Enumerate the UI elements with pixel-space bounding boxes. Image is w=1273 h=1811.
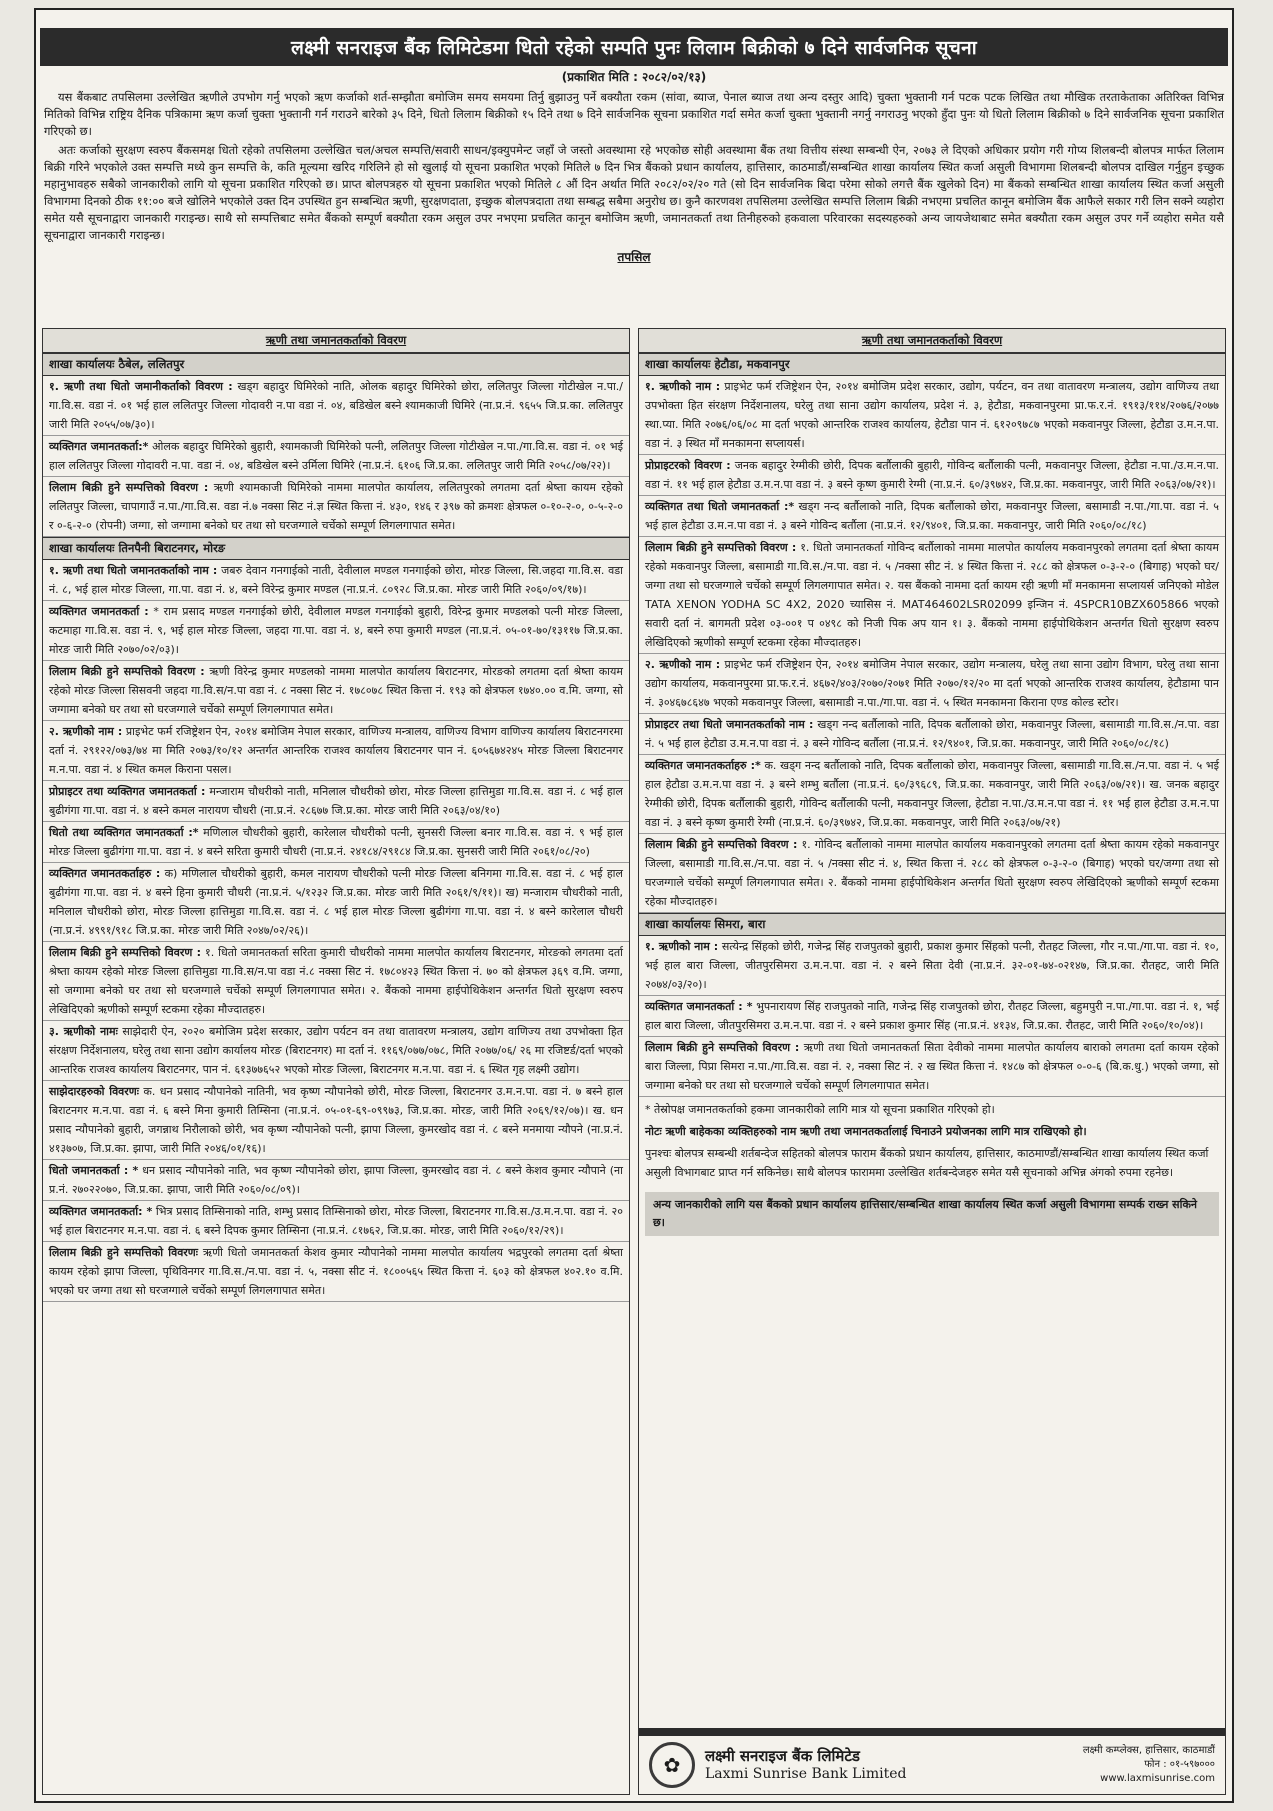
bank-phone: फोन : ०१-५९७००० <box>1144 1759 1215 1770</box>
detail-text: भित्र प्रसाद तिम्सिनाको नाति, शम्भु प्रसाद तिम्सिनाको छोरा, मोरङ जिल्ला, बिराटनगर गा.वि.स./उ.म.न.पा. वडा नं. २० भई हाल बिराटनगर म.न.पा. वडा नं. ६ बस्ने दिपक कुमार तिम्सिना (ना.प्र.नं. ८१७६२, जि.प्र.का. मोरङ, जारी मिति २०६०/१२/२९)। <box>49 1205 623 1237</box>
detail-paragraph <box>639 654 1225 714</box>
detail-label: प्रोप्राइटरको विवरण : <box>645 459 731 472</box>
detail-paragraph <box>639 376 1225 455</box>
detail-label: व्यक्तिगत जमानतकर्ताहरु : <box>49 867 161 880</box>
detail-text: ऋणी तथा धितो जमानतकर्ता सिता देवीको नाममा मालपोत कार्यालय बाराको लगतमा दर्ता कायम रहेको बारा जिल्ला, पिप्रा सिमरा न.पा./गा.वि.स. वडा नं. २, नक्सा सिट नं. २ ख स्थित कित्ता नं. १४८७ को क्षेत्रफल ०-०-६ (बि.क.धु.) भएको जग्गा, सो जग्गामा बनेको घर तथा सो घरजग्गाले चर्चेको सम्पूर्ण लिगलगापात समेत। <box>645 1041 1220 1092</box>
contact-box: अन्य जानकारीको लागि यस बैंकको प्रधान कार्यालय हात्तिसार/सम्बन्धित शाखा कार्यालय स्थित कर्जा असुली विभागमा सम्पर्क राख्न सकिने छ। <box>645 1192 1219 1236</box>
detail-text: * राम प्रसाद मण्डल गनगाईको छोरी, देवीलाल मण्डल गनगाईको बुहारी, विरेन्द्र कुमार मण्डलको पत्नी मोरङ जिल्ला, कटमाहा गा.वि.स. वडा नं. ९, भई हाल मोरङ जिल्ला, जहदा गा.पा. वडा नं. ४, बस्ने रुपा कुमारी मण्डल (ना.प्र.नं. ०५-०१-७०/१३११७ जि.प्र.का. मोरङ जारी मिति २०७०/०२/०३)। <box>49 605 624 656</box>
detail-paragraph <box>43 477 629 537</box>
detail-text: जनक बहादुर रेग्मीकी छोरी, दिपक बर्तौलाकी बुहारी, गोविन्द बर्तौलाकी पत्नी, मकवानपुर जिल्ला, हेटौडा न.पा./उ.म.न.पा. वडा नं. ११ भई हाल हेटौडा उ.म.न.पा वडा नं. ३ बस्ने कृष्ण कुमारी रेग्मी (ना.प्र.नं. ६०/३९७४२, जि.प्र.का. मकवानपुर, जारी मिति २०६३/०७/२१)। <box>645 459 1219 491</box>
detail-text: साझेदारी ऐन, २०२० बमोजिम प्रदेश सरकार, उद्योग पर्यटन वन तथा वातावरण मन्त्रालय, उद्योग वाणिज्य तथा उपभोक्ता हित संरक्षण निर्देशनालय, घरेलु तथा साना उद्योग कार्यालय मोरङ (बिराटनगर) मा दर्ता नं. ११६९/०७७/०७८, मिति २०७७/०६/ २६ मा रजिष्टर्ड/दर्ता भएको आन्तरिक राजश्व कार्यालय बिराटनगर, पान नं. ६१३७७६५२ भएको मोरङ जिल्ला, बिराटनगर म.न.पा. वडा नं. ६ स्थित गृह लक्ष्मी उद्योग। <box>49 1025 623 1076</box>
notice-title: लक्ष्मी सनराइज बैंक लिमिटेडमा धितो रहेको सम्पति पुनः लिलाम बिक्रीको ७ दिने सार्वजनिक सूचना <box>40 28 1228 66</box>
detail-label: प्रोप्राइटर तथा धितो जमानतकर्ताको नाम : <box>645 718 814 731</box>
note-item: नोटः ऋणी बाहेकका व्यक्तिहरुको नाम ऋणी तथा जमानतकर्तालाई चिनाउने प्रयोजनका लागि मात्र राखिएको हो। <box>645 1125 1087 1138</box>
detail-text: मन्जाराम चौधरीको नाती, मनिलाल चौधरीको छोरा, मोरङ जिल्ला हात्तिमुडा गा.वि.स. वडा नं. ८ भई हाल बुढीगंगा गा.पा. वडा नं. ४ बस्ने कमल नारायण चौधरी (ना.प्र.नं. २८६७७ जि.प्र.का. मोरङ जारी मिति २०६३/०४/१०) <box>49 785 623 817</box>
detail-paragraph <box>639 755 1225 834</box>
bank-website: www.laxmisunrise.com <box>1100 1773 1215 1784</box>
branch-office-heading: शाखा कार्यालयः ठैबेल, ललितपुर <box>43 353 629 376</box>
detail-paragraph <box>43 601 629 661</box>
detail-paragraph <box>43 1021 629 1081</box>
bank-name-np: लक्ष्मी सनराइज बैंक लिमिटेड <box>705 1747 860 1765</box>
branch-office-heading: शाखा कार्यालयः तिनपैनी बिराटनगर, मोरङ <box>43 537 629 560</box>
detail-paragraph <box>43 1160 629 1201</box>
detail-paragraph <box>43 942 629 1021</box>
intro-paragraph: यस बैंकबाट तपसिलमा उल्लेखित ऋणीले उपभोग गर्नु भएको ऋण कर्जाको शर्त-सम्झौता बमोजिम समय समयमा तिर्नु बुझाउनु पर्ने बक्यौता रकम (सांवा, ब्याज, पेनाल ब्याज तथा अन्य दस्तुर आदि) चुक्ता भुक्तानी गर्न पटक पटक लिखित तथा मौखिक तरताकेताका अतिरिक्त विभिन्न मितिको विभिन्न राष्ट्रिय दैनिक पत्रिकामा ऋण कर्जा चुक्ता भुक्तानी गर्न गराउने बारेको ३५ दिने, धितो लिलाम बिक्रीको १५ दिने तथा ७ दिने सार्वजनिक सूचना प्रकाशित गर्दा समेत कर्जा चुक्ता भुक्तानी नगर्नु नगराउनु भएको हुँदा पुनः यो धितो लिलाम बिक्रीको ७ दिने सार्वजनिक सूचना प्रकाशित गरिएको छ। <box>44 90 1224 138</box>
detail-paragraph <box>43 376 629 436</box>
detail-label: १. ऋणी तथा धितो जमानतकर्ताको नाम : <box>49 564 218 577</box>
detail-paragraph <box>43 560 629 601</box>
detail-paragraph <box>43 721 629 781</box>
bank-footer <box>639 1736 1225 1794</box>
detail-text: क. धन प्रसाद न्यौपानेको नातिनी, भव कृष्ण न्यौपानेको छोरी, मोरङ जिल्ला, बिराटनगर उ.म.न.पा. वडा नं. ७ बस्ने हाल बिराटनगर म.न.पा. वडा नं. ६ बस्ने मिना कुमारी तिम्सिना (ना.प्र.नं. ०५-०१-६९-०९९७३, जि.प्र.का. मोरङ, जारी मिति २०६९/१२/०७)। ख. धन प्रसाद न्यौपानेको बुहारी, जगन्नाथ निरौलाको छोरी, भव कृष्ण न्यौपानेको पत्नी, झापा जिल्ला, कुमरखोद वडा नं. ८ बस्ने मनमाया न्यौपने (ना.प्र.नं. ४१३७०७, जि.प्र.का. झापा, जारी मिति २०४६/०१/१६)। <box>49 1085 623 1155</box>
detail-label: व्यक्तिगत जमानतकर्ता:* <box>49 440 149 453</box>
column-header: ऋणी तथा जमानतकर्ताको विवरण <box>639 329 1225 353</box>
detail-label: व्यक्तिगत जमानतकर्ता: * <box>49 1205 153 1218</box>
left-column <box>42 328 630 1795</box>
detail-paragraph <box>43 822 629 863</box>
detail-label: लिलाम बिक्री हुने सम्पत्तिको विवरणः <box>49 1246 198 1259</box>
detail-paragraph <box>639 834 1225 913</box>
bank-name-en: Laxmi Sunrise Bank Limited <box>705 1766 907 1782</box>
detail-text: ऋणी विरेन्द्र कुमार मण्डलको नाममा मालपोत कार्यालय बिराटनगर, मोरङको लगतमा दर्ता श्रेष्ता कायम रहेको मोरङ जिल्ला सिसवनी जहदा गा.वि.स/न.पा वडा नं. ८ नक्सा सिट नं. १७८०७८ स्थित कित्ता नं. १९३ को क्षेत्रफल १७४०.०० व.मि. जग्गा, सो जग्गामा बनेको घर तथा सो घरजग्गाले चर्चेको सम्पूर्ण लिगलगापात समेत। <box>49 665 623 716</box>
detail-label: लिलाम बिक्री हुने सम्पत्तिको विवरण : <box>49 481 209 494</box>
detail-paragraph <box>43 1201 629 1242</box>
detail-text: १. धितो जमानतकर्ता गोविन्द बर्तौलाको नाममा मालपोत कार्यालय मकवानपुरको लगतमा दर्ता श्रेष्ता कायम रहेको मकवानपुर जिल्ला, बसामाडी गा.वि.स./न.पा. वडा नं. ५ /नक्सा सीट नं. ४ स्थित कित्ता नं. २८८ को क्षेत्रफल ०-३-२-० (बिगाह) भएको घर/जग्गा तथा सो घरजग्गाले चर्चेको सम्पूर्ण लिगलगापात समेत। २. यस बैंकको नाममा दर्ता कायम रही ऋणी माँ मनकामना सप्लायर्स जनिएको मोडेल TATA XENON YODHA SC 4X2, 2020 च्यासिस नं. MAT464602LSR02099 इन्जिन नं. 4SPCR10BZX605866 भएको सवारी दर्ता नं. बागमती प्रदेश ०३-००१ प ०४९८ को निजी पिक अप यान १। ३. बैंकको नाममा हाईपोथिकेशन अन्तर्गत धितो सुरक्षण स्वरुप लेखिदिएको ऋणीको सम्पूर्ण स्टकमा रहेका मौज्दातहरु। <box>645 541 1220 649</box>
detail-label: धितो तथा व्यक्तिगत जमानतकर्ता :* <box>49 826 199 839</box>
detail-label: व्यक्तिगत जमानतकर्ता : * <box>645 1000 753 1013</box>
right-column-body <box>639 353 1225 1097</box>
detail-paragraph <box>43 436 629 477</box>
detail-label: व्यक्तिगत जमानतकर्ताहरु :* <box>645 759 761 772</box>
intro-paragraph: अतः कर्जाको सुरक्षण स्वरुप बैंकसमक्ष धितो रहेको तपसिलमा उल्लेखित चल/अचल सम्पत्ति/सवारी साधन/इक्युपमेन्ट जहाँ जे जस्तो अवस्थामा रहे भएकोछ सोही अवस्थामा बैंक तथा वित्तीय संस्था सम्बन्धी ऐन, २०७३ ले दिएको अधिकार प्रयोग गरी गोप्य शिलबन्दी बोलपत्र मार्फत लिलाम बिक्री गरिने भएकोले उक्त सम्पत्ति मध्ये कुन सम्पत्ति के, कति मूल्यमा खरिद गरिलिने हो सो खुलाई यो सूचना प्रकाशित भएको मितिले ७ दिन भित्र बैंकको प्रधान कार्यालय, हात्तिसार, काठमाडौं/सम्बन्धित शाखा कार्यालय स्थित कर्जा असुली विभागमा शिलबन्दी बोलपत्र दाखिल गर्नुहुन इच्छुक महानुभावहरु सबैको जानकारीको लागि यो सूचना प्रकाशित गरिएको छ। प्राप्त बोलपत्रहरु यो सूचना प्रकाशित भएको मितिले ८ औं दिन अर्थात मिति २०८२/०२/२० गते (सो दिन सार्वजनिक बिदा परेमा सोको लगत्तै बैंक खुलेको दिन) मा बैंकको सम्बन्धित शाखा कार्यालय स्थित कर्जा असुली विभागमा दिनको ठीक ११:०० बजे खोलिने भएकोले उक्त दिन उपस्थित हुन सम्बन्धित ऋणी, सुरक्षणदाता, इच्छुक बोलपत्रदाता तथा सम्बद्ध सबैमा अनुरोध छ। कुनै कारणवश तपसिलमा उल्लेखित सम्पत्ति लिलाम बिक्री नभएमा प्रचलित कानून बमोजिम बैंक आफैले सकार गरी लिन सक्ने व्यहोरा समेत यसै सूचनाद्वारा जानकारी गराइन्छ। साथै सो सम्पत्तिबाट समेत बैंकको सम्पूर्ण बक्यौता रकम असुल उपर नभएमा प्रचलित कानून बमोजिम ऋणी, जमानतकर्ता तथा तिनीहरुको हकवाला परिवारका सदस्यहरुको अन्य जायजेथाबाट समेत बक्यौता रकम असुल उपर गर्ने व्यहोरा समेत यसै सूचनाद्वारा जानकारी गराइन्छ। <box>44 143 1224 242</box>
detail-paragraph <box>639 537 1225 654</box>
note-item: * तेस्रोपक्ष जमानतकर्ताको हकमा जानकारीको लागि मात्र यो सूचना प्रकाशित गरिएको हो। <box>645 1103 995 1116</box>
notice-page <box>34 8 1234 1803</box>
detail-label: साझेदारहरुको विवरणः <box>49 1085 139 1098</box>
detail-paragraph <box>43 781 629 822</box>
detail-paragraph <box>43 661 629 721</box>
branch-office-heading: शाखा कार्यालयः हेटौडा, मकवानपुर <box>639 353 1225 376</box>
detail-paragraph <box>43 1242 629 1302</box>
detail-label: व्यक्तिगत तथा धितो जमानतकर्ता :* <box>645 500 795 513</box>
bank-logo-icon: ✿ <box>649 1742 695 1788</box>
right-column <box>638 328 1226 1795</box>
detail-paragraph <box>639 714 1225 755</box>
detail-paragraph <box>639 455 1225 496</box>
detail-label: लिलाम बिक्री हुने सम्पत्तिको विवरण : <box>645 541 797 554</box>
detail-label: १. ऋणी तथा धितो जमानीकर्ताको विवरण : <box>49 380 233 393</box>
detail-label: १. ऋणीको नाम : <box>645 380 721 393</box>
detail-text: ऋणी धितो जमानतकर्ता केशव कुमार न्यौपानेको नाममा मालपोत कार्यालय भद्रपुरको लगतमा दर्ता श्रेष्ता कायम रहेको झापा जिल्ला, पृथिविनगर गा.वि.स./न.पा. वडा नं. ५, नक्सा सीट नं. १८००५६५ स्थित कित्ता नं. ६०३ को क्षेत्रफल ४०२.१० व.मि. भएको घर जग्गा तथा सो घरजग्गाले चर्चेको सम्पूर्ण लिगलगापात समेत। <box>49 1246 624 1297</box>
column-header: ऋणी तथा जमानतकर्ताको विवरण <box>43 329 629 353</box>
detail-label: २. ऋणीको नाम : <box>49 725 123 738</box>
detail-text: क. खड्ग नन्द बर्तौलाको नाति, दिपक बर्तौलाको छोरा, मकवानपुर जिल्ला, बसामाडी गा.वि.स./न.पा. वडा नं. ५ भई हाल हेटौडा उ.म.न.पा वडा नं. ३ बस्ने शम्भु बर्तौला (ना.प्र.नं. ६०/३९६८९, जि.प्र.का. मकवानपुर, जारी मिति २०६३/०७/२१)। ख. जनक बहादुर रेग्मीकी छोरी, दिपक बर्तौलाकी बुहारी, गोविन्द बर्तौलाकी पत्नी, मकवानपुर जिल्ला, हेटौडा न.पा./उ.म.न.पा वडा नं. ११ भई हाल हेटौडा उ.म.न.पा वडा नं. ३ बस्ने कृष्ण कुमारी रेग्मी (ना.प्र.नं. ६०/३९७४२, जि.प्र.का. मकवानपुर, जारी मिति २०६३/०७/२१) <box>645 759 1219 829</box>
detail-text: मणिलाल चौधरीको बुहारी, कारेलाल चौधरीको पत्नी, सुनसरी जिल्ला बनार गा.वि.स. वडा नं. ९ भई हाल मोरङ जिल्ला बुढीगंगा गा.पा. वडा नं. ४ बस्ने सरिता कुमारी चौधरी (ना.प्र.नं. २४१८४/२९१८४ जि.प्र.का. सुनसरी जारी मिति २०६१/०८/२०) <box>49 826 623 858</box>
detail-text: खड्ग नन्द बर्तौलाको नाति, दिपक बर्तौलाको छोरा, मकवानपुर जिल्ला, बसामाडी न.पा./गा.पा. वडा नं. ५ भई हाल हेटौडा उ.म.न.पा वडा नं. ३ बस्ने गोविन्द बर्तौला (ना.प्र.नं. १२/९४०१, जि.प्र.का. मकवानपुर, जारी मिति २०६०/०८/१८) <box>645 500 1219 532</box>
detail-paragraph <box>43 1081 629 1160</box>
detail-text: क) मणिलाल चौधरीको बुहारी, कमल नारायण चौधरीको पत्नी मोरङ जिल्ला बनिगमा गा.वि.स. वडा नं. ८ भई हाल बुढीगंगा गा.पा. वडा नं. ४ बस्ने हिना कुमारी चौधरी (ना.प्र.नं. ५/१२३२ जि.प्र.का. मोरङ जारी मिति २०६१/९/११)। ख) मन्जाराम चौधरीको नाती, मनिलाल चौधरीको छोरा, मोरङ जिल्ला हात्तिमुडा गा.वि.स. वडा नं. ८ भई हाल मोरङ जिल्ला बुढीगंगा गा.पा. वडा नं. ४ बस्ने कारेलाल चौधरी (ना.प्र.नं. ४९९१/९१८ जि.प्र.का. मोरङ जारी मिति २०४७/०२/२६)। <box>49 867 623 937</box>
details-columns <box>42 328 1226 1795</box>
intro <box>44 89 1224 244</box>
detail-text: जबरु देवान गनगाईको नाती, देवीलाल मण्डल गनगाईको छोरा, मोरङ जिल्ला, सि.जहदा गा.वि.स. वडा नं. ८, भई हाल मोरङ जिल्ला, गा.पा. वडा नं. ४, बस्ने विरेन्द्र कुमार मण्डल (ना.प्र.नं. ८०९२८ जि.प्र.का. मोरङ जारी मिति २०६०/०९/१७)। <box>49 564 624 596</box>
note-item: पुनश्चः बोलपत्र सम्बन्धी शर्तबन्देज सहितको बोलपत्र फाराम बैंकको प्रधान कार्यालय, हात्तिसार, काठमाण्डौं/सम्बन्धित शाखा कार्यालय स्थित कर्जा असुली विभागबाट प्राप्त गर्न सकिनेछ। साथै बोलपत्र फाराममा उल्लेखित शर्तबन्देजहरु समेत यसै सूचनाको अभिन्न अंगको रुपमा रहनेछ। <box>645 1147 1209 1179</box>
detail-text: प्राइभेट फर्म रजिष्ट्रेशन ऐन, २०१४ बमोजिम नेपाल सरकार, उद्योग मन्त्रालय, घरेलु तथा साना उद्योग विभाग, घरेलु तथा साना उद्योग कार्यालय, मकवानपुरमा प्रा.फ.र.नं. ४६७२/४०३/२०७०/२०७१ मिति २०७०/१२/२० मा दर्ता भएको आन्तरिक राजश्व कार्यालय, हेटौडामा पान नं. ३०४६७८६४७ भएको मकवानपुर जिल्ला, बसामाडी न.पा./गा.पा. वडा नं. ५ स्थित मनकामना किराना एण्ड कोल्ड स्टोर। <box>645 658 1219 709</box>
bank-address-line: लक्ष्मी कम्प्लेक्स, हात्तिसार, काठमाडौं <box>1082 1745 1215 1756</box>
detail-label: १. ऋणीको नाम : <box>645 940 719 953</box>
detail-label: लिलाम बिक्री हुने सम्पत्तिको विवरण : <box>645 838 798 851</box>
detail-label: प्रोप्राइटर तथा व्यक्तिगत जमानतकर्ता : <box>49 785 206 798</box>
detail-label: व्यक्तिगत जमानतकर्ता : <box>49 605 149 618</box>
detail-paragraph <box>639 1037 1225 1097</box>
detail-label: लिलाम बिक्री हुने सम्पत्तिको विवरण : <box>49 665 205 678</box>
detail-text: भुपनारायण सिंह राजपुतको नाति, गजेन्द्र सिंह राजपुतको छोरा, रौतहट जिल्ला, बहुमपुरी न.पा./गा.पा. वडा नं. १, भई हाल बारा जिल्ला, जीतपुरसिमरा उ.म.न.पा. वडा नं. २ बस्ने प्रकाश कुमार सिंह (ना.प्र.नं. ४१३४, जि.प्र.का. रौतहट, जारी मिति २०६०/१०/०४)। <box>645 1000 1220 1032</box>
published-date: (प्रकाशित मिति : २०८२/०२/१३) <box>561 70 707 84</box>
detail-label: ३. ऋणीको नामः <box>49 1025 118 1038</box>
tapasil-heading: तपसिल <box>617 250 651 264</box>
detail-label: २. ऋणीको नाम : <box>645 658 721 671</box>
detail-text: प्राइभेट फर्म रजिष्ट्रेशन ऐन, २०१४ बमोजिम नेपाल सरकार, वाणिज्य मन्त्रालय, वाणिज्य विभाग वाणिज्य कार्यालय बिराटनगरमा दर्ता नं. २९१२२/०७३/७४ मा मिति २०७३/१०/१२ अन्तर्गत आन्तरिक राजश्व कार्यालय बिराटनगर पान नं. ६०५६७४२४५ मोरङ जिल्ला बिराटनगर म.न.पा. वडा नं. ४ स्थित कमल किराना पसल। <box>49 725 623 776</box>
detail-text: सत्येन्द्र सिंहको छोरी, गजेन्द्र सिंह राजपुतको बुहारी, प्रकाश कुमार सिंहको पत्नी, रौतहट जिल्ला, गौर न.पा./गा.पा. वडा नं. १०, भई हाल बारा जिल्ला, जीतपुरसिमरा उ.म.न.पा. वडा नं. २ बस्ने सिता देवी (ना.प्र.नं. ३२-०१-७४-०२१४७, जि.प्र.का. रौतहट, जारी मिति २०७४/०३/२०)। <box>645 940 1219 991</box>
detail-text: ऋणी श्यामकाजी घिमिरेको नाममा मालपोत कार्यालय, ललितपुरको लगतमा दर्ता श्रेष्ता कायम रहेको ललितपुर जिल्ला, चापागाउँ न.पा./गा.वि.स. वडा नं.७ नक्सा सिट नं.ज्ञ स्थित कित्ता नं. ४३०, १४६ र ३९७ को क्रमशः क्षेत्रफल ०-१०-२-०, ०-५-२-० र ०-६-२-० (रोपनी) जग्गा, सो जग्गामा बनेको घर तथा सो घरजग्गाले चर्चेको सम्पूर्ण लिगलगापात समेत। <box>49 481 623 532</box>
detail-paragraph <box>639 996 1225 1037</box>
detail-text: १. धितो जमानतकर्ता सरिता कुमारी चौधरीको नाममा मालपोत कार्यालय बिराटनगर, मोरङको लगतमा दर्ता श्रेष्ता कायम रहेको मोरङ जिल्ला हात्तिमुडा गा.वि.स/न.पा वडा नं.८ नक्सा सिट नं. १७८०४२३ स्थित कित्ता नं. ७० को क्षेत्रफल ३६९ व.मि. जग्गा, सो जग्गामा बनेको घर तथा सो घरजग्गाले चर्चेको सम्पूर्ण लिगलगापात समेत। २. बैंकको नाममा हाईपोथिकेशन अन्तर्गत धितो सुरक्षण स्वरुप लेखिदिएको ऋणीको सम्पूर्ण स्टकमा रहेका मौज्दातहरु। <box>49 946 623 1016</box>
detail-paragraph <box>639 496 1225 537</box>
branch-office-heading: शाखा कार्यालयः सिमरा, बारा <box>639 913 1225 936</box>
detail-label: लिलाम बिक्री हुने सम्पत्तिको विवरण : <box>645 1041 800 1054</box>
notes <box>639 1097 1225 1188</box>
detail-label: धितो जमानतकर्ता : * <box>49 1164 139 1177</box>
detail-text: १. गोविन्द बर्तौलाको नाममा मालपोत कार्यालय मकवानपुरको लगतमा दर्ता श्रेष्ता कायम रहेको मकवानपुर जिल्ला, बसामाडी गा.वि.स./न.पा. वडा नं. ५ /नक्सा सीट नं. ४, स्थित कित्ता नं. २८८ को क्षेत्रफल ०-३-२-० (बिगाह) भएको घर/जग्गा तथा सो घरजग्गाले चर्चेको सम्पूर्ण लिगलगापात समेत। २. बैंकको नाममा हाईपोथिकेशन अन्तर्गत धितो सुरक्षण स्वरुप लेखिदिएको ऋणीको सम्पूर्ण स्टकमा रहेका मौज्दातहरु। <box>645 838 1220 908</box>
detail-text: ओलक बहादुर घिमिरेको बुहारी, श्यामकाजी घिमिरेको पत्नी, ललितपुर जिल्ला गोटीखेल न.पा./गा.वि.स. वडा नं. ०१ भई हाल ललितपुर जिल्ला गोदावरी न.पा. वडा नं. ०४, बडिखेल बस्ने उर्मिला घिमिरे (ना.प्र.नं. ६१०६ जि.प्र.का. ललितपुर जारी मिति २०५८/०७/२२)। <box>49 440 623 472</box>
footer-bar <box>639 1728 1225 1736</box>
detail-paragraph <box>43 863 629 942</box>
detail-paragraph <box>639 936 1225 996</box>
bank-name <box>705 1747 906 1783</box>
detail-text: खड्ग बहादुर घिमिरेको नाति, ओलक बहादुर घिमिरेको छोरा, ललितपुर जिल्ला गोटीखेल न.पा./गा.वि.स. वडा नं. ०१ भई हाल ललितपुर जिल्ला गोदावरी न.पा वडा नं. ०४, बडिखेल बस्ने श्यामकाजी घिमिरे (ना.प्र.नं. ९६५५ जि.प्र.का. ललितपुर जारी मिति २०५५/०७/३०)। <box>49 380 624 431</box>
detail-text: खड्ग नन्द बर्तौलाको नाति, दिपक बर्तौलाको छोरा, मकवानपुर जिल्ला, बसामाडी गा.वि.स./न.पा. वडा नं. ५ भई हाल हेटौडा उ.म.न.पा वडा नं. ३ बस्ने गोविन्द बर्तौला (ना.प्र.नं. १२/९४०१, जि.प्र.का. मकवानपुर, जारी मिति २०६०/०८/१८) <box>645 718 1220 750</box>
bank-address <box>1083 1744 1215 1786</box>
detail-text: प्राइभेट फर्म रजिष्ट्रेशन ऐन, २०१४ बमोजिम प्रदेश सरकार, उद्योग, पर्यटन, वन तथा वातावरण मन्त्रालय, उद्योग वाणिज्य तथा उपभोक्ता हित संरक्षण निर्देशनालय, घरेलु तथा साना उद्योग कार्यालय, प्रदेश नं. ३, हेटौडा, मकवानपुरमा प्रा.फ.र.नं. १९१३/११४/२०७६/२०७७ स्था.प्या. मिति २०७६/०६/०८ मा दर्ता भएको आन्तरिक राजश्व कार्यालय, हेटौडा पान नं. ६१२०९७८७ भएको मकवानपुर जिल्ला, हेटौडा उ.म.न.पा. वडा नं. ३ स्थित माँ मनकामना सप्लायर्स। <box>645 380 1220 450</box>
detail-label: लिलाम बिक्री हुने सम्पत्तिको विवरण : <box>49 946 201 959</box>
detail-text: धन प्रसाद न्यौपानेको नाति, भव कृष्ण न्यौपानेको छोरा, झापा जिल्ला, कुमरखोद वडा नं. ८ बस्ने केशव कुमार न्यौपाने (ना प्र.नं. २७०२२०७०, जि.प्र.का. झापा, जारी मिति २०६०/०८/०९)। <box>49 1164 623 1196</box>
